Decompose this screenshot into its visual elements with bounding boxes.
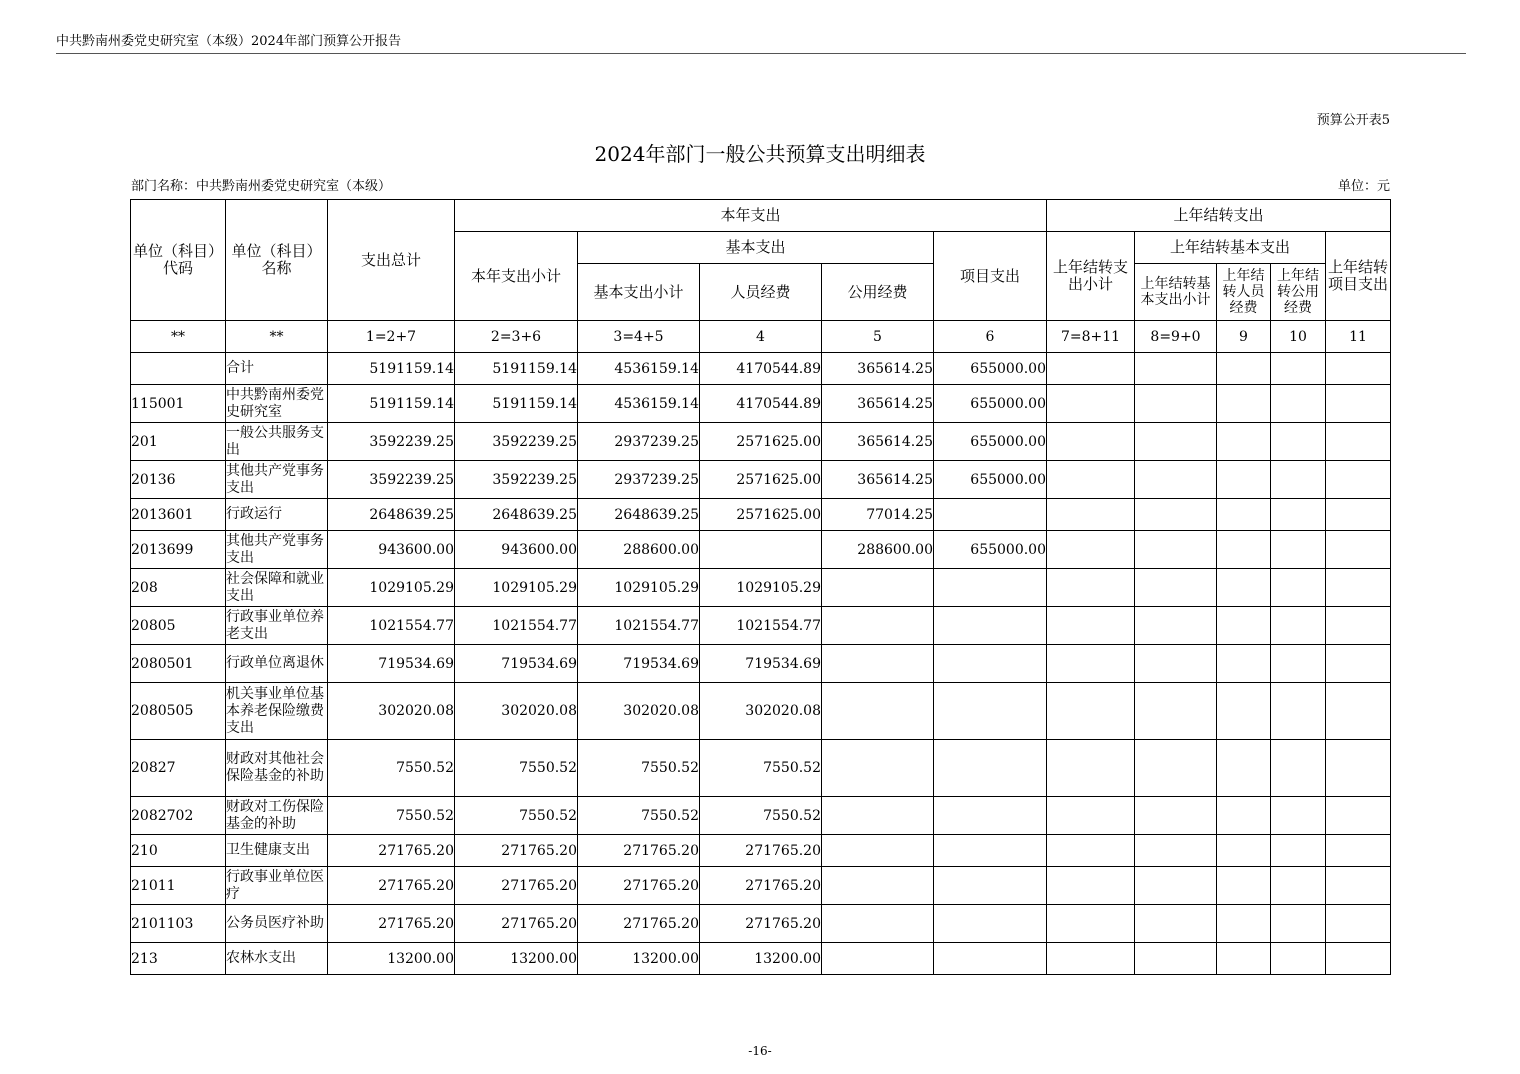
table-row <box>131 797 1391 835</box>
col-header-carryover-basic-subtotal: 上年结转基本支出小计 <box>1135 264 1217 321</box>
cell-carryover-empty <box>1047 683 1135 740</box>
cell-carryover-empty <box>1047 943 1135 975</box>
cell-total: 302020.08 <box>328 683 455 740</box>
cell-personnel: 7550.52 <box>700 797 822 835</box>
cell-code: 2013601 <box>131 499 226 531</box>
cell-carryover-empty <box>1326 683 1391 740</box>
cell-subtotal: 3592239.25 <box>455 423 578 461</box>
cell-carryover-empty <box>1135 943 1217 975</box>
cell-total: 13200.00 <box>328 943 455 975</box>
cell-carryover-empty <box>1135 607 1217 645</box>
table-row <box>131 740 1391 797</box>
index-cell: 2=3+6 <box>455 321 578 353</box>
cell-carryover-empty <box>1135 905 1217 943</box>
table-row <box>131 867 1391 905</box>
cell-subtotal: 271765.20 <box>455 905 578 943</box>
cell-code: 20136 <box>131 461 226 499</box>
cell-carryover-empty <box>1217 499 1271 531</box>
table-row <box>131 461 1391 499</box>
cell-total: 7550.52 <box>328 797 455 835</box>
table-row <box>131 423 1391 461</box>
cell-basic: 719534.69 <box>578 645 700 683</box>
cell-basic: 7550.52 <box>578 797 700 835</box>
cell-subtotal: 302020.08 <box>455 683 578 740</box>
cell-personnel: 719534.69 <box>700 645 822 683</box>
cell-carryover-empty <box>1047 461 1135 499</box>
cell-name: 卫生健康支出 <box>226 835 328 867</box>
cell-carryover-empty <box>1217 353 1271 385</box>
cell-carryover-empty <box>1217 835 1271 867</box>
cell-project <box>934 835 1047 867</box>
col-header-carryover-basic: 上年结转基本支出 <box>1135 232 1326 264</box>
cell-name: 其他共产党事务支出 <box>226 461 328 499</box>
header-rule <box>56 53 1466 54</box>
cell-carryover-empty <box>1217 740 1271 797</box>
cell-basic: 1029105.29 <box>578 569 700 607</box>
cell-carryover-empty <box>1271 645 1326 683</box>
cell-public: 365614.25 <box>822 353 934 385</box>
col-header-basic-subtotal: 基本支出小计 <box>578 264 700 321</box>
cell-name: 财政对工伤保险基金的补助 <box>226 797 328 835</box>
cell-carryover-empty <box>1326 645 1391 683</box>
cell-name: 中共黔南州委党史研究室 <box>226 385 328 423</box>
cell-personnel: 2571625.00 <box>700 423 822 461</box>
cell-public <box>822 683 934 740</box>
cell-carryover-empty <box>1326 461 1391 499</box>
cell-subtotal: 943600.00 <box>455 531 578 569</box>
unit-label: 单位：元 <box>1337 179 1390 194</box>
cell-carryover-empty <box>1271 835 1326 867</box>
cell-subtotal: 3592239.25 <box>455 461 578 499</box>
cell-carryover-empty <box>1326 353 1391 385</box>
cell-carryover-empty <box>1326 905 1391 943</box>
cell-carryover-empty <box>1047 353 1135 385</box>
form-number: 预算公开表5 <box>1316 113 1390 128</box>
cell-project: 655000.00 <box>934 385 1047 423</box>
cell-carryover-empty <box>1135 531 1217 569</box>
cell-carryover-empty <box>1135 645 1217 683</box>
cell-basic: 2937239.25 <box>578 423 700 461</box>
table-row <box>131 835 1391 867</box>
table-row <box>131 569 1391 607</box>
cell-code: 210 <box>131 835 226 867</box>
col-header-current-subtotal: 本年支出小计 <box>455 232 578 321</box>
cell-carryover-empty <box>1217 683 1271 740</box>
cell-code: 21011 <box>131 867 226 905</box>
table-row <box>131 645 1391 683</box>
cell-basic: 2937239.25 <box>578 461 700 499</box>
cell-name: 其他共产党事务支出 <box>226 531 328 569</box>
cell-subtotal: 7550.52 <box>455 797 578 835</box>
table-row <box>131 353 1391 385</box>
cell-public <box>822 835 934 867</box>
cell-carryover-empty <box>1217 461 1271 499</box>
cell-personnel: 302020.08 <box>700 683 822 740</box>
cell-project <box>934 797 1047 835</box>
cell-name: 机关事业单位基本养老保险缴费支出 <box>226 683 328 740</box>
cell-carryover-empty <box>1271 569 1326 607</box>
cell-personnel: 7550.52 <box>700 740 822 797</box>
cell-carryover-empty <box>1217 385 1271 423</box>
cell-carryover-empty <box>1271 867 1326 905</box>
cell-subtotal: 5191159.14 <box>455 353 578 385</box>
cell-carryover-empty <box>1217 531 1271 569</box>
index-cell: 6 <box>934 321 1047 353</box>
cell-personnel: 1029105.29 <box>700 569 822 607</box>
cell-carryover-empty <box>1217 569 1271 607</box>
index-cell: 10 <box>1271 321 1326 353</box>
cell-carryover-empty <box>1135 423 1217 461</box>
col-header-project: 项目支出 <box>934 232 1047 321</box>
cell-carryover-empty <box>1217 943 1271 975</box>
table-row <box>131 943 1391 975</box>
col-header-name: 单位（科目）名称 <box>226 200 328 321</box>
cell-subtotal: 5191159.14 <box>455 385 578 423</box>
cell-code: 2101103 <box>131 905 226 943</box>
cell-code <box>131 353 226 385</box>
cell-subtotal: 271765.20 <box>455 867 578 905</box>
cell-carryover-empty <box>1135 867 1217 905</box>
index-cell: ** <box>226 321 328 353</box>
cell-carryover-empty <box>1271 607 1326 645</box>
cell-subtotal: 1029105.29 <box>455 569 578 607</box>
col-header-code: 单位（科目）代码 <box>131 200 226 321</box>
col-header-public: 公用经费 <box>822 264 934 321</box>
cell-carryover-empty <box>1135 499 1217 531</box>
cell-carryover-empty <box>1047 797 1135 835</box>
table-row <box>131 607 1391 645</box>
cell-carryover-empty <box>1047 385 1135 423</box>
cell-public <box>822 867 934 905</box>
cell-carryover-empty <box>1271 385 1326 423</box>
cell-name: 财政对其他社会保险基金的补助 <box>226 740 328 797</box>
cell-carryover-empty <box>1135 683 1217 740</box>
table-row <box>131 905 1391 943</box>
table-row <box>131 531 1391 569</box>
cell-code: 20827 <box>131 740 226 797</box>
cell-project: 655000.00 <box>934 461 1047 499</box>
cell-carryover-empty <box>1271 905 1326 943</box>
cell-carryover-empty <box>1217 905 1271 943</box>
cell-carryover-empty <box>1135 740 1217 797</box>
cell-public: 365614.25 <box>822 461 934 499</box>
cell-public: 288600.00 <box>822 531 934 569</box>
table-row <box>131 499 1391 531</box>
col-header-carryover-public: 上年结转公用经费 <box>1271 264 1326 321</box>
cell-subtotal: 13200.00 <box>455 943 578 975</box>
index-cell: 4 <box>700 321 822 353</box>
cell-public <box>822 607 934 645</box>
cell-personnel: 271765.20 <box>700 835 822 867</box>
index-cell: 5 <box>822 321 934 353</box>
cell-name: 行政事业单位医疗 <box>226 867 328 905</box>
cell-total: 5191159.14 <box>328 385 455 423</box>
cell-personnel: 271765.20 <box>700 905 822 943</box>
cell-carryover-empty <box>1326 943 1391 975</box>
cell-project <box>934 905 1047 943</box>
cell-carryover-empty <box>1271 740 1326 797</box>
cell-total: 271765.20 <box>328 905 455 943</box>
cell-personnel: 1021554.77 <box>700 607 822 645</box>
cell-carryover-empty <box>1326 385 1391 423</box>
cell-name: 行政事业单位养老支出 <box>226 607 328 645</box>
cell-project: 655000.00 <box>934 531 1047 569</box>
cell-project <box>934 499 1047 531</box>
cell-project <box>934 867 1047 905</box>
cell-total: 1029105.29 <box>328 569 455 607</box>
cell-code: 2080505 <box>131 683 226 740</box>
cell-carryover-empty <box>1047 645 1135 683</box>
cell-carryover-empty <box>1326 569 1391 607</box>
cell-name: 一般公共服务支出 <box>226 423 328 461</box>
cell-project <box>934 645 1047 683</box>
cell-personnel: 271765.20 <box>700 867 822 905</box>
cell-total: 719534.69 <box>328 645 455 683</box>
cell-carryover-empty <box>1217 607 1271 645</box>
cell-public <box>822 645 934 683</box>
index-row <box>131 321 1391 353</box>
cell-public <box>822 943 934 975</box>
cell-personnel: 4170544.89 <box>700 353 822 385</box>
table-row <box>131 683 1391 740</box>
cell-carryover-empty <box>1135 797 1217 835</box>
cell-basic: 1021554.77 <box>578 607 700 645</box>
cell-carryover-empty <box>1271 797 1326 835</box>
cell-basic: 271765.20 <box>578 867 700 905</box>
running-header: 中共黔南州委党史研究室（本级）2024年部门预算公开报告 <box>56 34 402 49</box>
cell-basic: 2648639.25 <box>578 499 700 531</box>
col-header-basic: 基本支出 <box>578 232 934 264</box>
cell-name: 农林水支出 <box>226 943 328 975</box>
cell-carryover-empty <box>1047 740 1135 797</box>
cell-carryover-empty <box>1271 683 1326 740</box>
cell-project <box>934 569 1047 607</box>
cell-name: 社会保障和就业支出 <box>226 569 328 607</box>
cell-carryover-empty <box>1047 867 1135 905</box>
index-cell: 9 <box>1217 321 1271 353</box>
cell-carryover-empty <box>1271 943 1326 975</box>
col-header-personnel: 人员经费 <box>700 264 822 321</box>
cell-carryover-empty <box>1135 461 1217 499</box>
cell-total: 3592239.25 <box>328 423 455 461</box>
cell-basic: 302020.08 <box>578 683 700 740</box>
cell-basic: 271765.20 <box>578 905 700 943</box>
cell-name: 行政运行 <box>226 499 328 531</box>
col-header-carryover-project: 上年结转项目支出 <box>1326 232 1391 321</box>
cell-public <box>822 740 934 797</box>
cell-carryover-empty <box>1326 499 1391 531</box>
cell-basic: 4536159.14 <box>578 385 700 423</box>
department-name: 部门名称：中共黔南州委党史研究室（本级） <box>131 179 392 194</box>
cell-subtotal: 7550.52 <box>455 740 578 797</box>
cell-project <box>934 683 1047 740</box>
cell-subtotal: 271765.20 <box>455 835 578 867</box>
cell-name: 合计 <box>226 353 328 385</box>
cell-code: 208 <box>131 569 226 607</box>
page-number: -16- <box>748 1044 772 1058</box>
cell-code: 115001 <box>131 385 226 423</box>
cell-personnel: 2571625.00 <box>700 499 822 531</box>
cell-carryover-empty <box>1271 499 1326 531</box>
index-cell: 8=9+0 <box>1135 321 1217 353</box>
cell-total: 271765.20 <box>328 835 455 867</box>
cell-carryover-empty <box>1135 353 1217 385</box>
cell-name: 公务员医疗补助 <box>226 905 328 943</box>
cell-project <box>934 607 1047 645</box>
budget-detail-table <box>130 199 1391 975</box>
cell-carryover-empty <box>1326 531 1391 569</box>
col-header-carryover-subtotal: 上年结转支出小计 <box>1047 232 1135 321</box>
cell-subtotal: 2648639.25 <box>455 499 578 531</box>
cell-total: 2648639.25 <box>328 499 455 531</box>
cell-public <box>822 905 934 943</box>
cell-code: 201 <box>131 423 226 461</box>
cell-carryover-empty <box>1217 423 1271 461</box>
cell-basic: 288600.00 <box>578 531 700 569</box>
cell-code: 213 <box>131 943 226 975</box>
cell-basic: 7550.52 <box>578 740 700 797</box>
index-cell: ** <box>131 321 226 353</box>
cell-personnel: 2571625.00 <box>700 461 822 499</box>
cell-total: 271765.20 <box>328 867 455 905</box>
cell-personnel <box>700 531 822 569</box>
cell-project: 655000.00 <box>934 423 1047 461</box>
index-cell: 11 <box>1326 321 1391 353</box>
col-header-total: 支出总计 <box>328 200 455 321</box>
cell-total: 7550.52 <box>328 740 455 797</box>
cell-total: 5191159.14 <box>328 353 455 385</box>
cell-basic: 4536159.14 <box>578 353 700 385</box>
cell-subtotal: 719534.69 <box>455 645 578 683</box>
cell-carryover-empty <box>1135 569 1217 607</box>
index-cell: 3=4+5 <box>578 321 700 353</box>
cell-carryover-empty <box>1047 531 1135 569</box>
cell-carryover-empty <box>1326 797 1391 835</box>
table-row <box>131 385 1391 423</box>
cell-code: 2082702 <box>131 797 226 835</box>
col-header-carryover-personnel: 上年结转人员经费 <box>1217 264 1271 321</box>
cell-basic: 271765.20 <box>578 835 700 867</box>
cell-public <box>822 797 934 835</box>
cell-public: 365614.25 <box>822 423 934 461</box>
cell-carryover-empty <box>1326 867 1391 905</box>
cell-carryover-empty <box>1271 353 1326 385</box>
cell-carryover-empty <box>1326 607 1391 645</box>
col-header-current-year: 本年支出 <box>455 200 1047 232</box>
page-title: 2024年部门一般公共预算支出明细表 <box>594 142 926 166</box>
cell-total: 1021554.77 <box>328 607 455 645</box>
cell-basic: 13200.00 <box>578 943 700 975</box>
cell-public: 365614.25 <box>822 385 934 423</box>
cell-carryover-empty <box>1047 569 1135 607</box>
cell-carryover-empty <box>1047 607 1135 645</box>
index-cell: 1=2+7 <box>328 321 455 353</box>
cell-total: 3592239.25 <box>328 461 455 499</box>
cell-carryover-empty <box>1271 461 1326 499</box>
cell-carryover-empty <box>1047 905 1135 943</box>
index-cell: 7=8+11 <box>1047 321 1135 353</box>
cell-carryover-empty <box>1217 645 1271 683</box>
cell-carryover-empty <box>1271 423 1326 461</box>
col-header-carryover: 上年结转支出 <box>1047 200 1391 232</box>
cell-name: 行政单位离退休 <box>226 645 328 683</box>
cell-carryover-empty <box>1135 385 1217 423</box>
cell-project: 655000.00 <box>934 353 1047 385</box>
cell-code: 2013699 <box>131 531 226 569</box>
cell-public <box>822 569 934 607</box>
cell-personnel: 4170544.89 <box>700 385 822 423</box>
cell-subtotal: 1021554.77 <box>455 607 578 645</box>
cell-carryover-empty <box>1271 531 1326 569</box>
cell-public: 77014.25 <box>822 499 934 531</box>
cell-carryover-empty <box>1047 835 1135 867</box>
cell-code: 2080501 <box>131 645 226 683</box>
cell-carryover-empty <box>1326 835 1391 867</box>
cell-carryover-empty <box>1135 835 1217 867</box>
cell-carryover-empty <box>1047 423 1135 461</box>
cell-project <box>934 943 1047 975</box>
cell-carryover-empty <box>1047 499 1135 531</box>
cell-project <box>934 740 1047 797</box>
cell-carryover-empty <box>1326 740 1391 797</box>
cell-personnel: 13200.00 <box>700 943 822 975</box>
cell-carryover-empty <box>1217 867 1271 905</box>
cell-carryover-empty <box>1217 797 1271 835</box>
cell-total: 943600.00 <box>328 531 455 569</box>
cell-code: 20805 <box>131 607 226 645</box>
cell-carryover-empty <box>1326 423 1391 461</box>
